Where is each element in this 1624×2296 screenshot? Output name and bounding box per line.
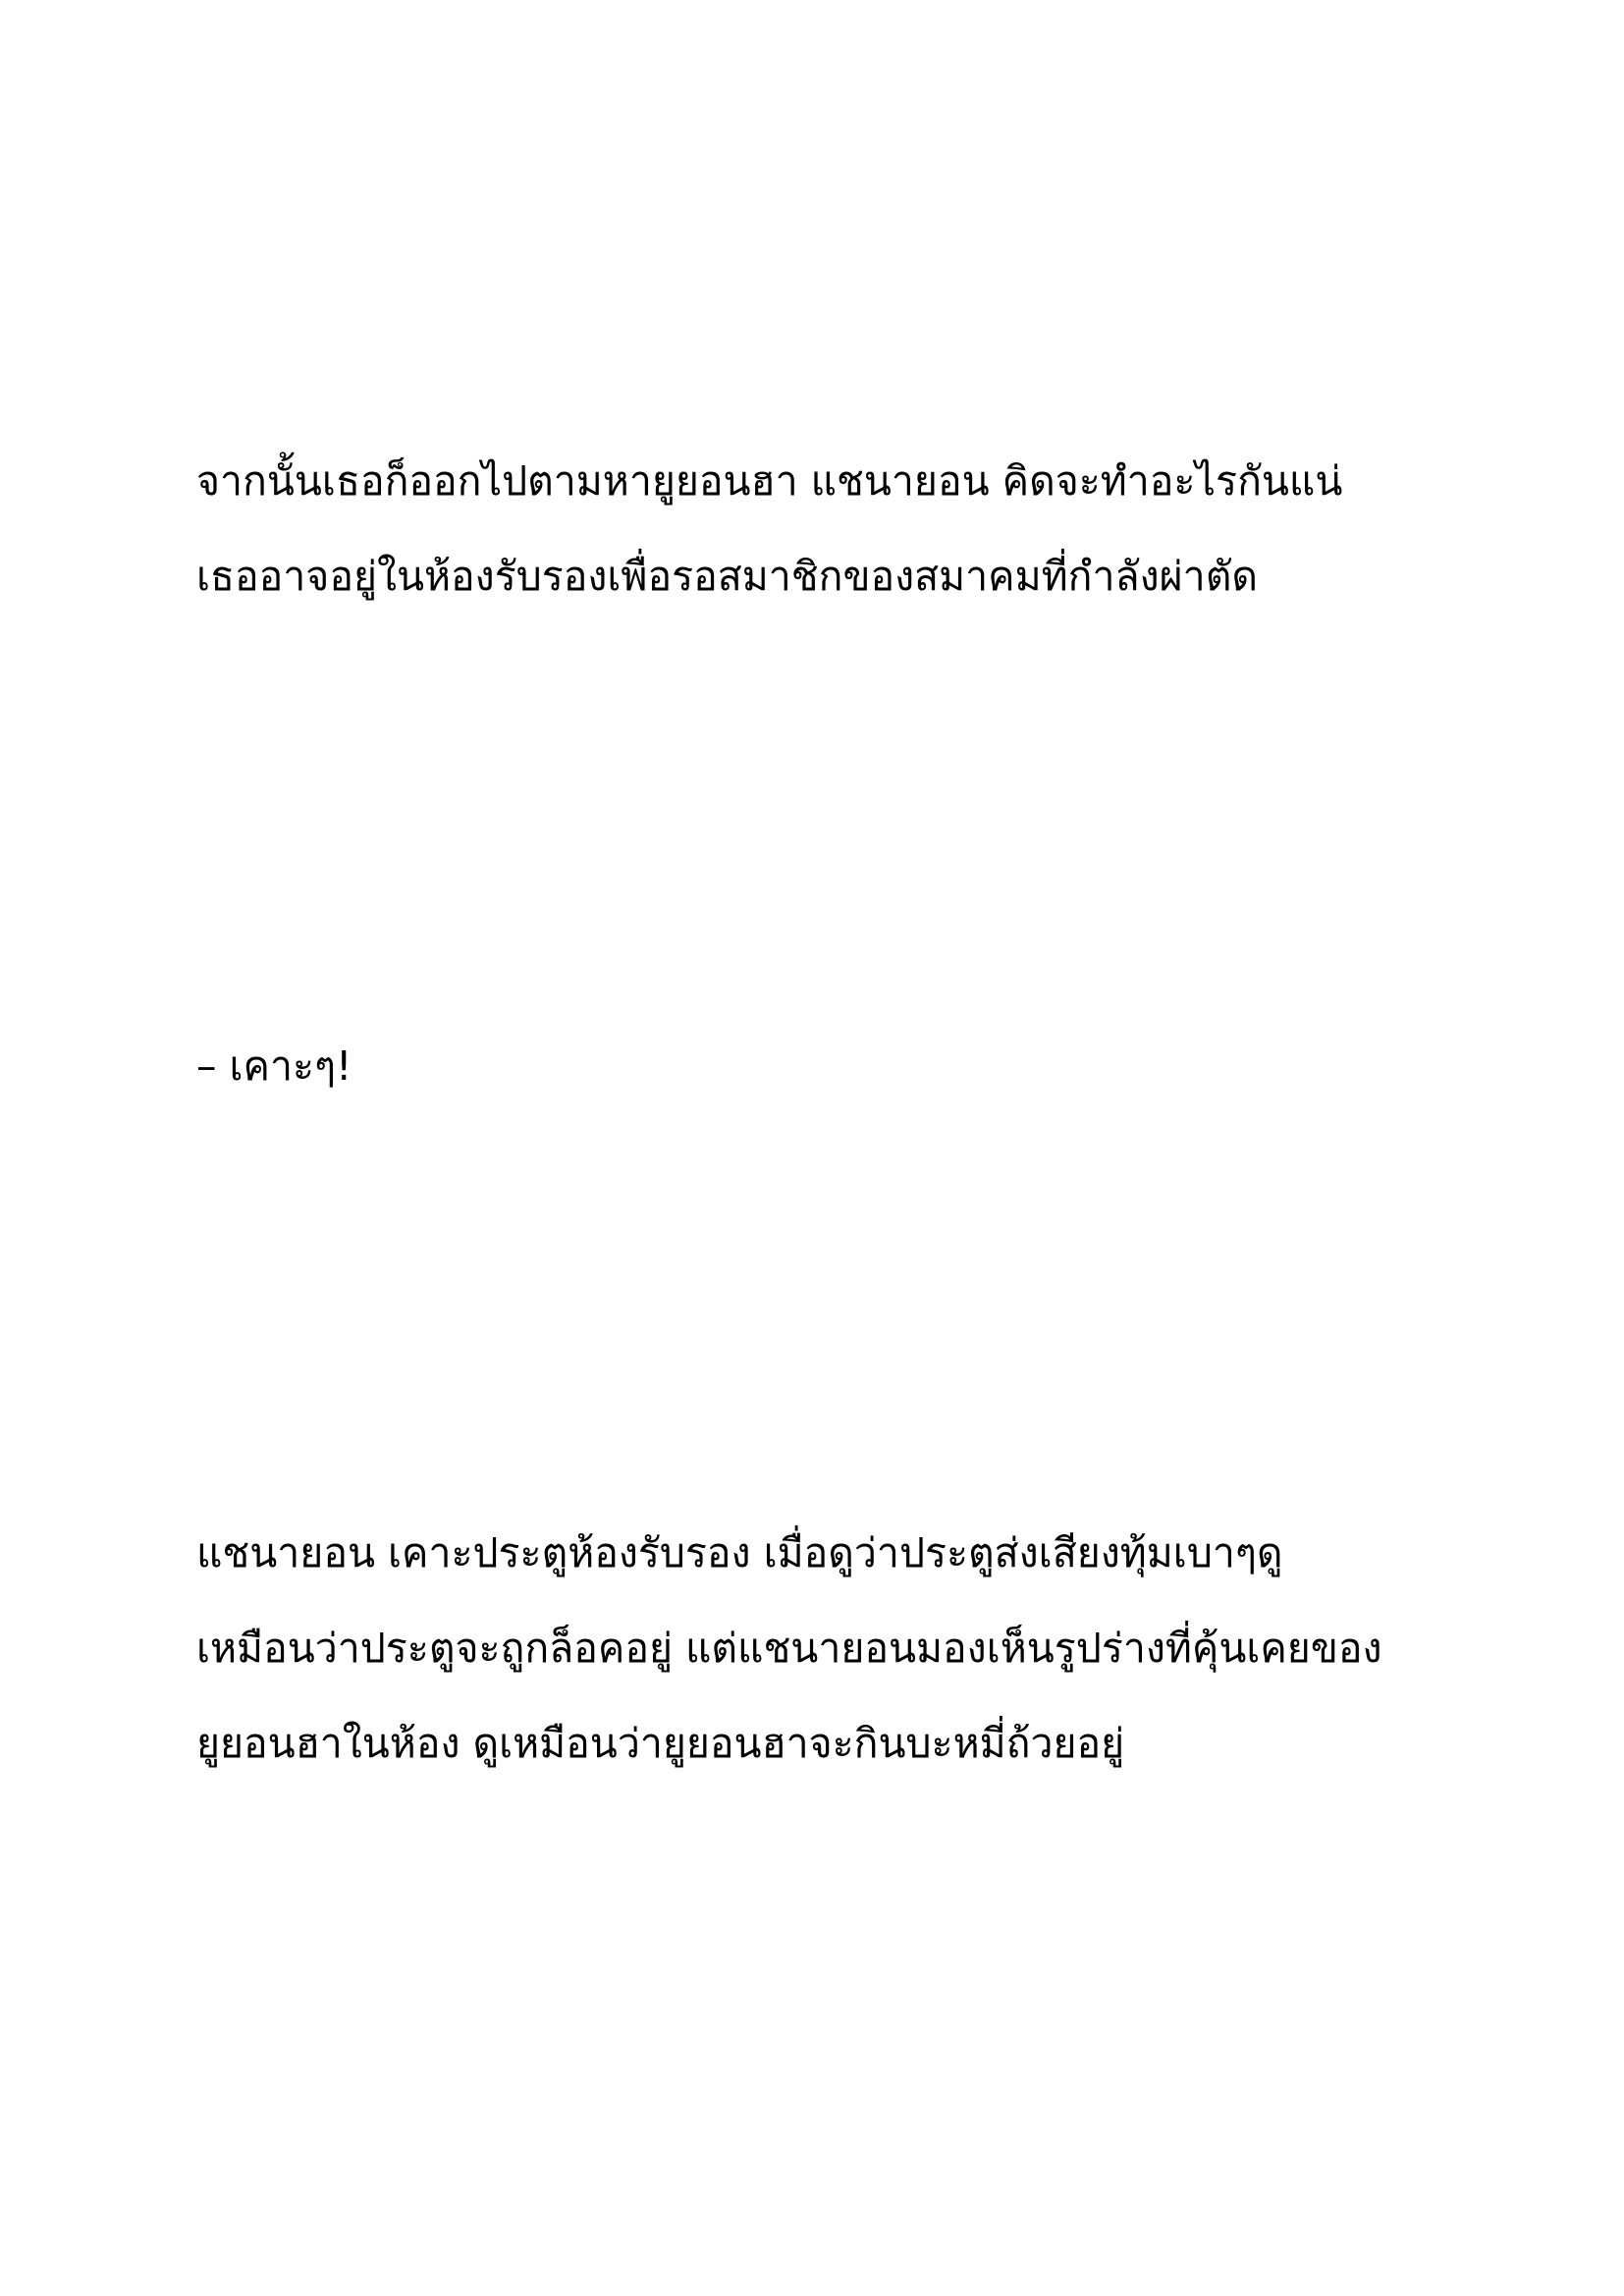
paragraph-reception-room-door (196, 1506, 1473, 1791)
text-line: จากนั้นเธอก็ออกไปตามหายูยอนฮา แชนายอน คิดจะทำอะไรกันแน่ (196, 457, 1343, 505)
text-line: แชนายอน เคาะประตูห้องรับรอง เมื่อดูว่าประตูส่งเสียงทุ้มเบาๆดู (196, 1529, 1283, 1576)
text-line: เธออาจอยู่ในห้องรับรองเพื่อรอสมาชิกของสมาคมที่กำลังผ่าตัด (196, 553, 1258, 600)
text-line: – เคาะๆ! (196, 1042, 352, 1090)
paragraph-knock-sound (196, 1019, 1473, 1114)
text-line: ยูยอนฮาในห้อง ดูเหมือนว่ายูยอนฮาจะกินบะหมี่ถ้วยอยู่ (196, 1720, 1125, 1767)
text-line: เหมือนว่าประตูจะถูกล็อคอยู่ แต่แชนายอนมองเห็นรูปร่างที่คุ้นเคยของ (196, 1625, 1382, 1672)
paragraph-search-for-yuyeonha (196, 434, 1473, 624)
